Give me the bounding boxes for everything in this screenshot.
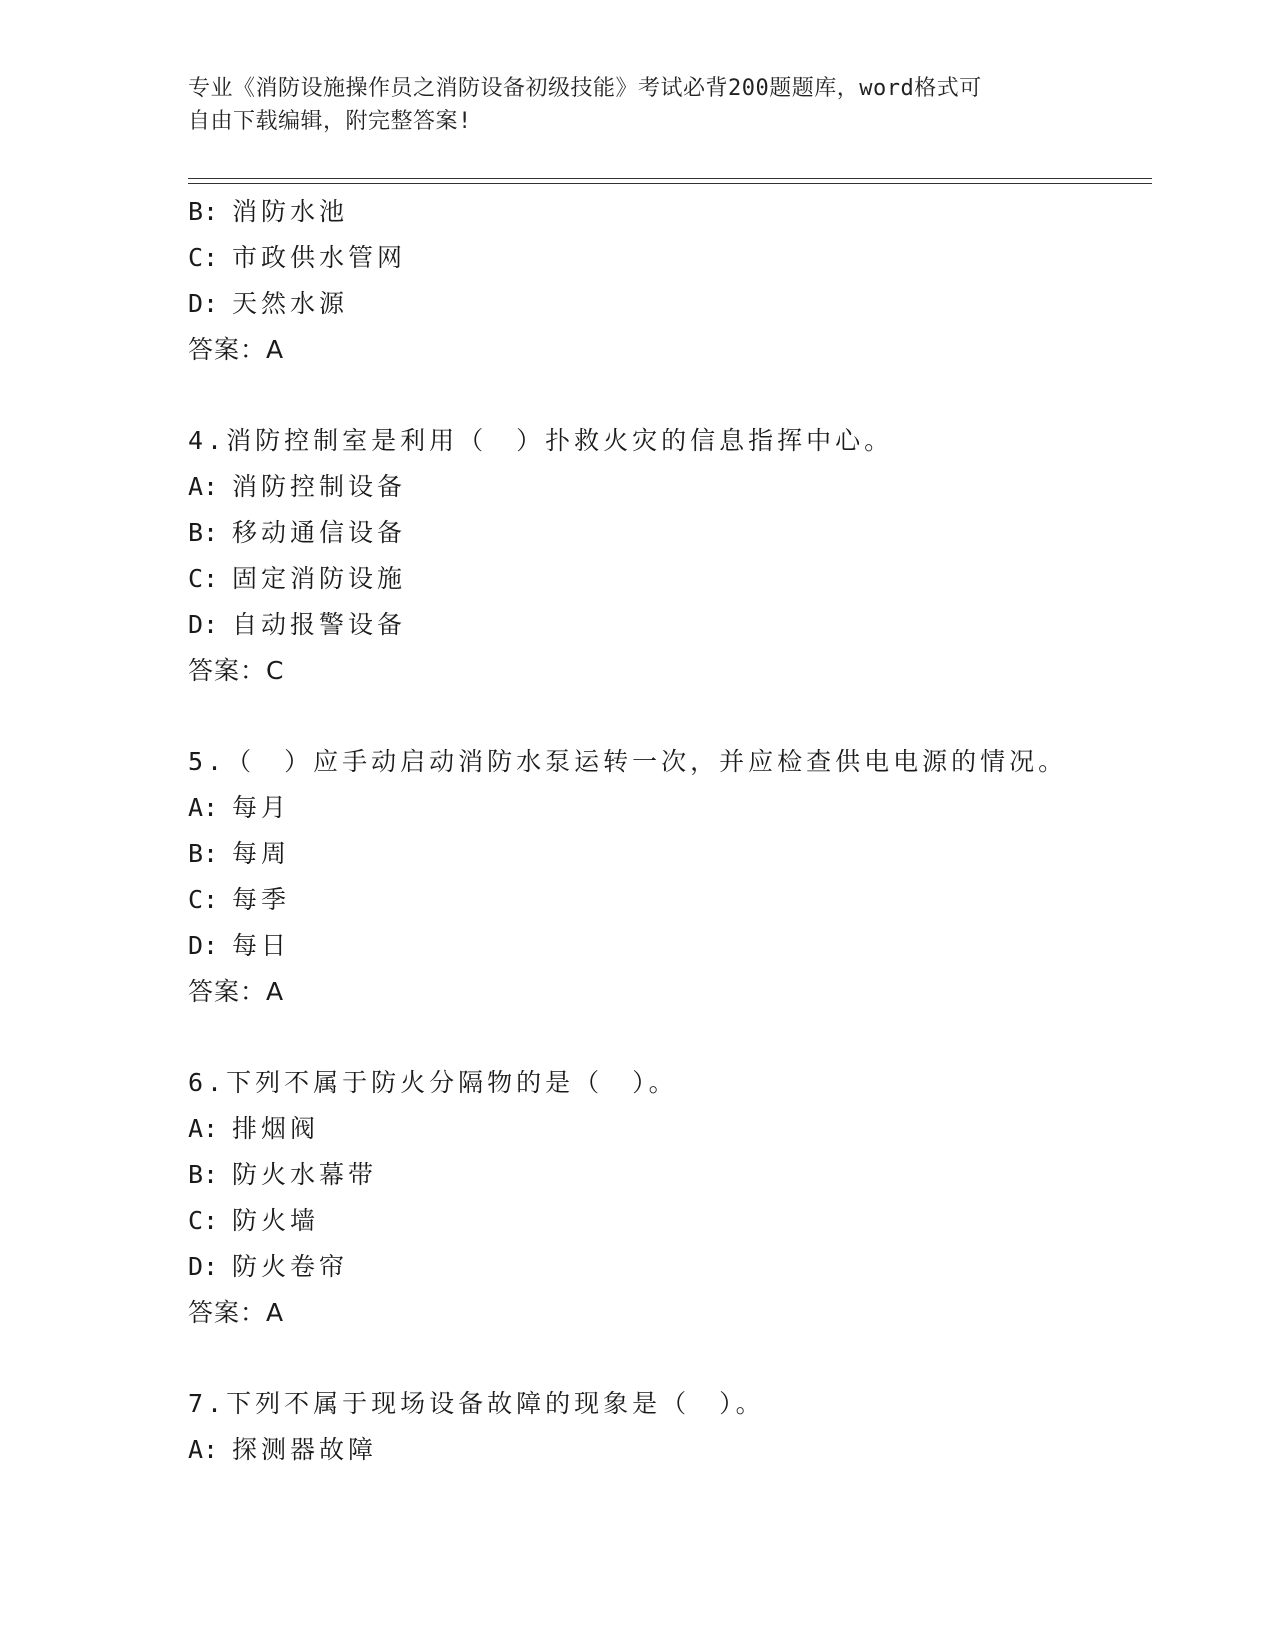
option-a: A: 探测器故障 <box>188 1435 378 1464</box>
question-list <box>188 189 1152 1473</box>
answer: 答案：C <box>188 656 285 685</box>
question-text: 4.消防控制室是利用（ ）扑救火灾的信息指挥中心。 <box>188 426 894 455</box>
question-block-7 <box>188 1381 1152 1473</box>
header-divider-bottom <box>188 183 1152 184</box>
question-block-4 <box>188 418 1152 694</box>
header-line-2: 自由下载编辑，附完整答案! <box>188 109 472 134</box>
question-block-5 <box>188 739 1152 1015</box>
option-c: C: 防火墙 <box>188 1206 320 1235</box>
header-divider-top <box>188 178 1152 179</box>
option-c: C: 固定消防设施 <box>188 564 407 593</box>
option-d: D: 自动报警设备 <box>188 610 407 639</box>
option-a: A: 消防控制设备 <box>188 472 407 501</box>
document-header <box>188 72 1088 138</box>
answer: 答案：A <box>188 977 285 1006</box>
option-a: A: 每月 <box>188 793 291 822</box>
option-b: B: 每周 <box>188 839 291 868</box>
option-b: B: 防火水幕带 <box>188 1160 378 1189</box>
option-d: D: 天然水源 <box>188 289 349 318</box>
option-c: C: 市政供水管网 <box>188 243 407 272</box>
option-d: D: 防火卷帘 <box>188 1252 349 1281</box>
option-d: D: 每日 <box>188 931 291 960</box>
option-a: A: 排烟阀 <box>188 1114 320 1143</box>
question-text: 5.（ ）应手动启动消防水泵运转一次，并应检查供电电源的情况。 <box>188 747 1068 776</box>
option-c: C: 每季 <box>188 885 291 914</box>
answer: 答案：A <box>188 1298 285 1327</box>
answer: 答案：A <box>188 335 285 364</box>
question-text: 7.下列不属于现场设备故障的现象是（ ）。 <box>188 1389 765 1418</box>
question-block-3 <box>188 189 1152 373</box>
option-b: B: 消防水池 <box>188 197 349 226</box>
question-block-6 <box>188 1060 1152 1336</box>
option-b: B: 移动通信设备 <box>188 518 407 547</box>
header-line-1: 专业《消防设施操作员之消防设备初级技能》考试必背200题题库，word格式可 <box>188 76 982 101</box>
question-text: 6.下列不属于防火分隔物的是（ ）。 <box>188 1068 678 1097</box>
